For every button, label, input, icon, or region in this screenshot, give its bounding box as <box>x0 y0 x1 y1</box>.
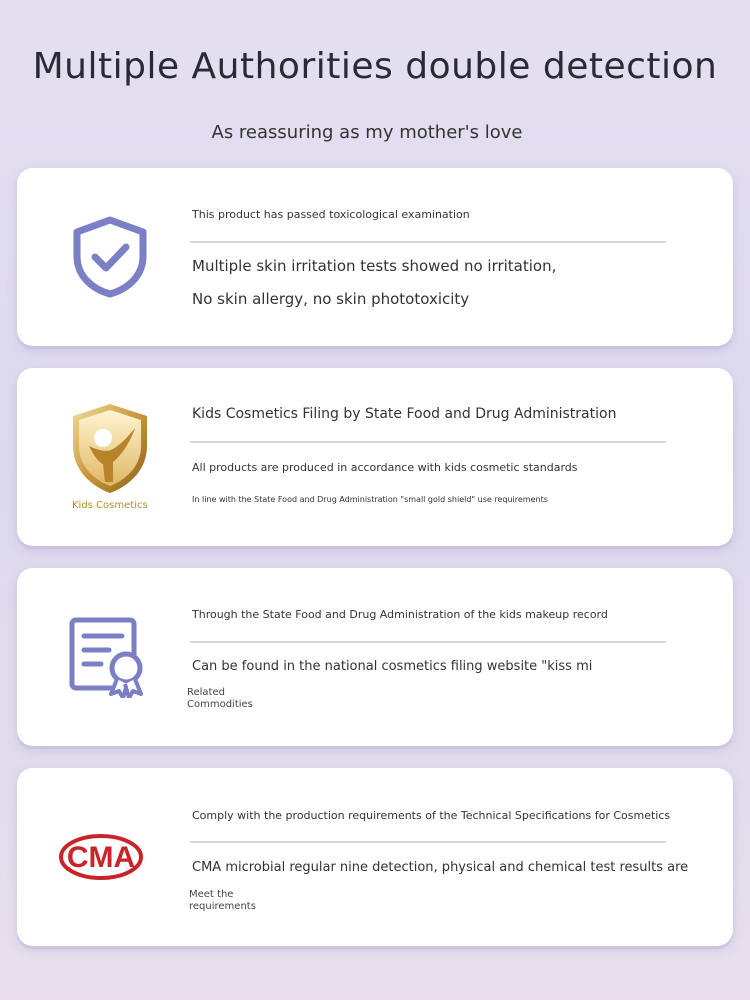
divider <box>190 641 666 643</box>
card-kids-filing <box>17 368 733 546</box>
page-title: Multiple Authorities double detection <box>32 46 718 87</box>
page-subtitle: As reassuring as my mother's love <box>211 122 523 143</box>
card-line-1: Can be found in the national cosmetics filing website "kiss mi <box>192 659 593 674</box>
card-heading: Comply with the production requirements of the Technical Specifications for Cosmetics <box>192 809 671 822</box>
kids-cosmetics-gold-shield-icon <box>69 402 151 496</box>
card-makeup-record <box>17 568 733 746</box>
cma-icon <box>57 832 145 882</box>
card-heading: Through the State Food and Drug Administration of the kids makeup record <box>192 608 608 621</box>
divider <box>190 841 666 843</box>
card-line-1: All products are produced in accordance with kids cosmetic standards <box>192 461 578 474</box>
card-line-1: CMA microbial regular nine detection, physical and chemical test results are <box>192 860 689 875</box>
card-line-2: In line with the State Food and Drug Administration "small gold shield" use requirements <box>192 495 548 504</box>
shield-check-icon <box>71 216 149 298</box>
related-commodities-caption: Related Commodities <box>187 687 253 710</box>
certificate-icon <box>67 616 151 698</box>
divider <box>190 441 666 443</box>
card-heading: Kids Cosmetics Filing by State Food and Drug Administration <box>192 406 617 422</box>
meet-requirements-caption: Meet the requirements <box>189 889 256 912</box>
card-toxicology <box>17 168 733 346</box>
divider <box>190 241 666 243</box>
card-heading: This product has passed toxicological examination <box>192 208 470 221</box>
card-line-1: Multiple skin irritation tests showed no irritation, <box>192 257 557 275</box>
card-line-2: No skin allergy, no skin phototoxicity <box>192 290 470 308</box>
icon-caption: Kids Cosmetics <box>72 500 148 511</box>
svg-text:CMA: CMA <box>66 841 136 874</box>
card-technical-specs <box>17 768 733 946</box>
